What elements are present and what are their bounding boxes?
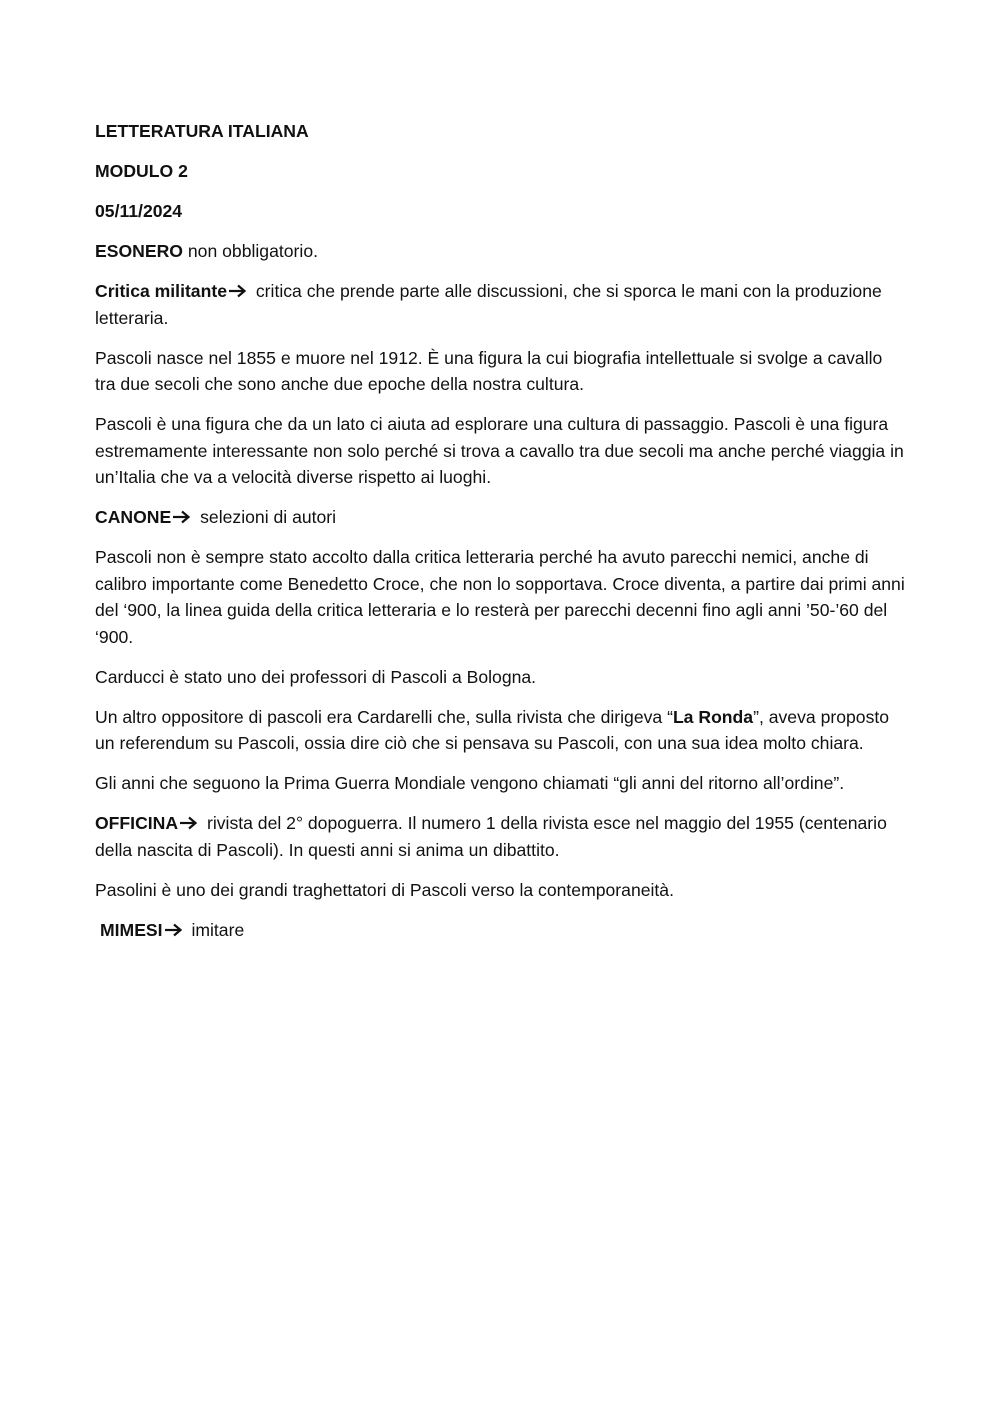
lecture-date: 05/11/2024 [95, 201, 183, 221]
paragraph-cardarelli [95, 704, 907, 757]
right-arrow-icon [228, 284, 247, 298]
cardarelli-text-after: ”, aveva proposto un referendum su Pascoli, ossia dire ciò che si pensava su Pascoli, con una sua idea molto chiara. [95, 706, 890, 753]
critica-militante-term: Critica militante [95, 281, 227, 301]
officina-definition [95, 810, 907, 863]
mimesi-definition [95, 917, 907, 944]
right-arrow-icon [164, 923, 183, 937]
canone-text: selezioni di autori [195, 507, 337, 527]
canone-term: CANONE [95, 507, 172, 527]
paragraph-ritorno-ordine: Gli anni che seguono la Prima Guerra Mondiale vengono chiamati “gli anni del ritorno all’ordine”. [95, 773, 845, 793]
module-heading: MODULO 2 [95, 161, 188, 181]
critica-militante-definition [95, 278, 907, 331]
officina-term: OFFICINA [95, 813, 179, 833]
paragraph-croce: Pascoli non è sempre stato accolto dalla critica letteraria perché ha avuto parecchi nemici, anche di calibro importante come Benedetto Croce, che non lo sopportava. Croce diventa, a partire dai primi anni del ‘900, la linea guida della critica letteraria e lo resterà per parecchi decenni fino agli anni ’50-’60 del ‘900. [95, 547, 905, 647]
critica-militante-text: critica che prende parte alle discussioni, che si sporca le mani con la produzione letteraria. [95, 281, 882, 328]
paragraph-carducci: Carducci è stato uno dei professori di Pascoli a Bologna. [95, 666, 537, 687]
paragraph-biografia: Pascoli nasce nel 1855 e muore nel 1912. È una figura la cui biografia intellettuale si svolge a cavallo tra due secoli che sono anche due epoche della nostra cultura. [95, 347, 883, 394]
la-ronda-title: La Ronda [672, 706, 754, 727]
right-arrow-icon [179, 816, 198, 830]
paragraph-pasolini: Pasolini è uno dei grandi traghettatori di Pascoli verso la contemporaneità. [95, 879, 674, 900]
document-page [95, 118, 907, 957]
mimesi-term: MIMESI [100, 919, 163, 940]
canone-definition [95, 504, 907, 531]
officina-text: rivista del 2° dopoguerra. Il numero 1 della rivista esce nel maggio del 1955 (centenario della nascita di Pascoli). In questi anni si anima un dibattito. [95, 813, 887, 860]
esonero-text: non obbligatorio. [183, 241, 318, 261]
esonero-term: ESONERO [95, 241, 183, 261]
paragraph-cultura-passaggio: Pascoli è una figura che da un lato ci aiuta ad esplorare una cultura di passaggio. Pascoli è una figura estremamente interessante non solo perché si trova a cavallo tra due secoli ma anche perché viaggia in un’Italia che va a velocità diverse rispetto ai luoghi. [95, 414, 904, 487]
right-arrow-icon [172, 510, 191, 524]
mimesi-text: imitare [186, 919, 245, 940]
document-title: LETTERATURA ITALIANA [95, 121, 309, 141]
cardarelli-text-before: Un altro oppositore di pascoli era Cardarelli che, sulla rivista che dirigeva “ [95, 706, 673, 727]
esonero-note [95, 238, 907, 265]
